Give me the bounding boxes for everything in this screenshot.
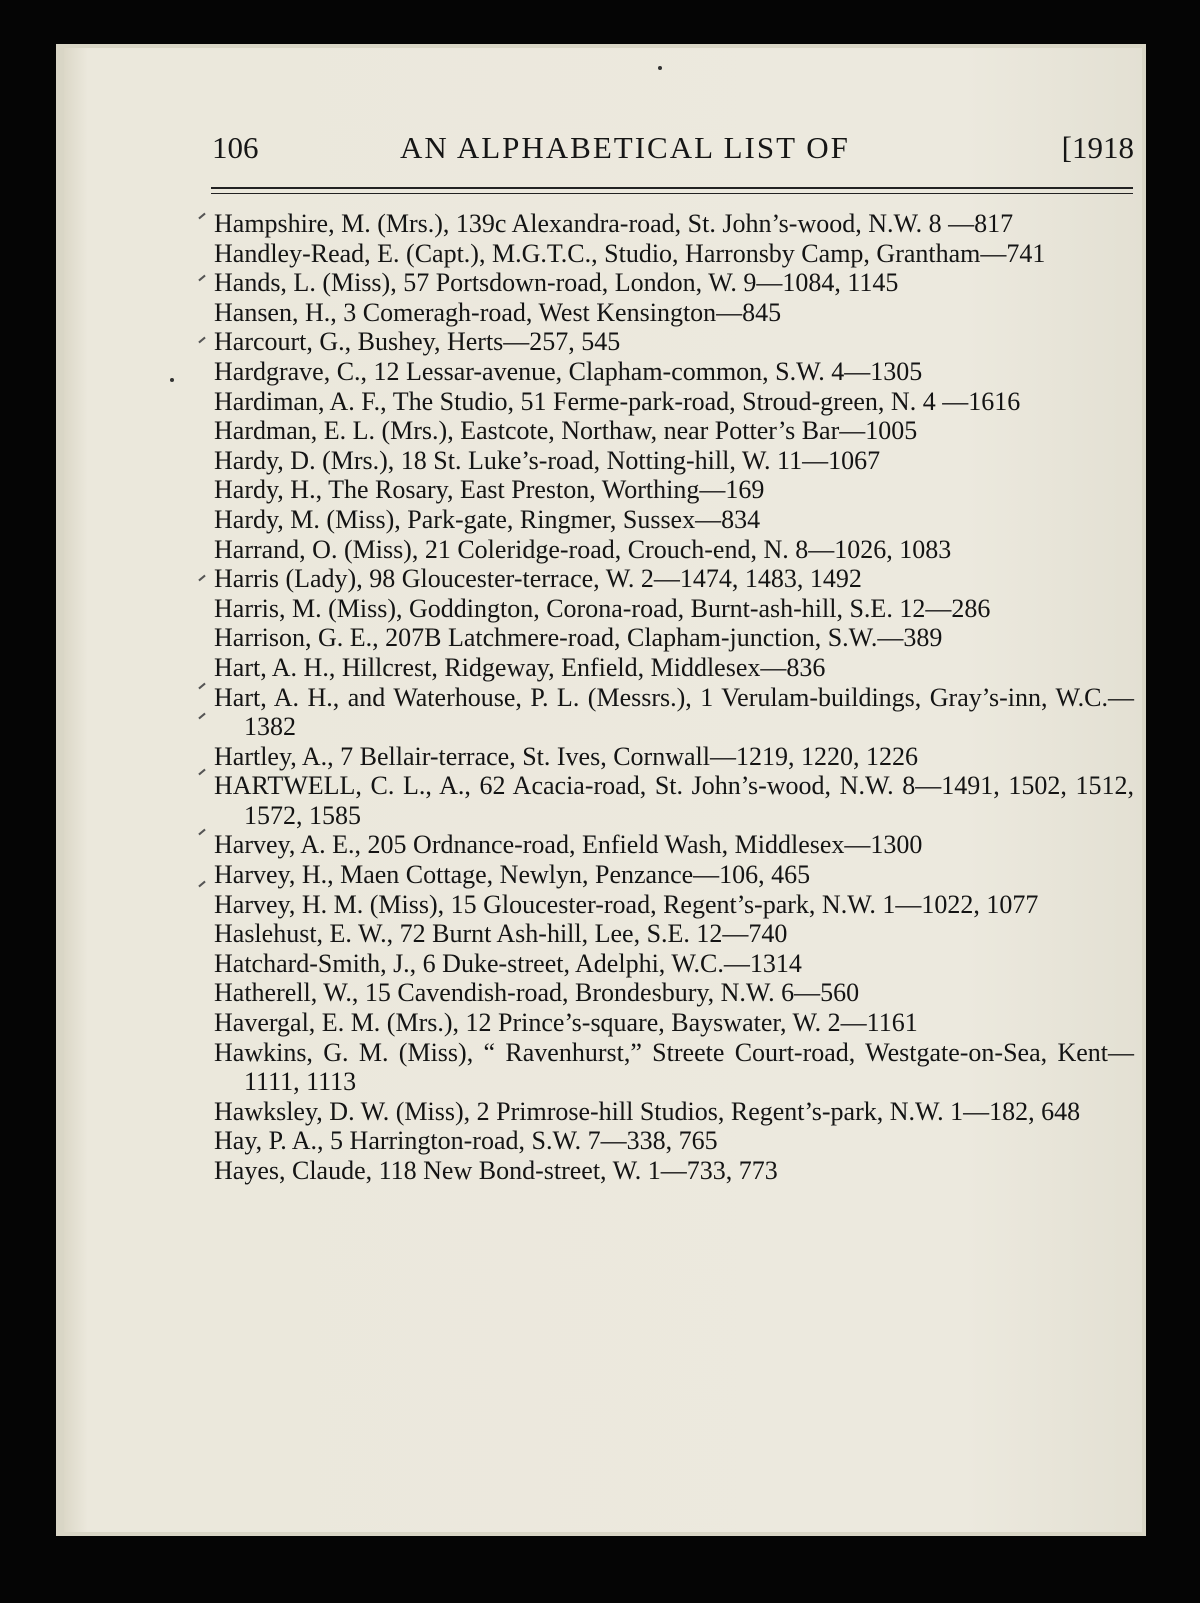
list-item: Harrand, O. (Miss), 21 Coleridge-road, Crouch-end, N. 8—1026, 1083 [214, 534, 952, 564]
margin-tick [180, 679, 210, 699]
margin-tick [180, 571, 210, 591]
header-rule [211, 187, 1133, 189]
list-item: HARTWELL, C. L., A., 62 Acacia-road, St. John’s-wood, N.W. 8—1491, 1502, 1512, 1572, 1585 [214, 771, 1134, 830]
list-item: Hay, P. A., 5 Harrington-road, S.W. 7—338, 765 [214, 1126, 718, 1156]
ink-speck [658, 66, 662, 70]
list-item: Hampshire, M. (Mrs.), 139c Alexandra-road, St. John’s-wood, N.W. 8 —817 [214, 209, 1014, 238]
list-item: Hart, A. H., and Waterhouse, P. L. (Messrs.), 1 Verulam-buildings, Gray’s-inn, W.C.—1382 [214, 682, 1134, 742]
list-item: Hardy, D. (Mrs.), 18 St. Luke’s-road, Notting-hill, W. 11—1067 [214, 445, 881, 475]
list-item: Harvey, H. M. (Miss), 15 Gloucester-road, Regent’s-park, N.W. 1—1022, 1077 [214, 889, 1039, 919]
list-item: Harcourt, G., Bushey, Herts—257, 545 [214, 327, 621, 357]
page-number: 106 [212, 130, 259, 165]
margin-tick [180, 209, 210, 229]
list-item: Hartley, A., 7 Bellair-terrace, St. Ives, Cornwall—1219, 1220, 1226 [214, 741, 918, 771]
list-item: Hardgrave, C., 12 Lessar-avenue, Clapham-common, S.W. 4—1305 [214, 356, 923, 386]
list-item: Harrison, G. E., 207B Latchmere-road, Clapham-junction, S.W.—389 [214, 623, 943, 653]
list-item: Hayes, Claude, 118 New Bond-street, W. 1—733, 773 [214, 1156, 778, 1185]
margin-tick [180, 765, 210, 785]
list-item: Harvey, A. E., 205 Ordnance-road, Enfield Wash, Middlesex—1300 [214, 830, 923, 860]
list-item: Hands, L. (Miss), 57 Portsdown-road, London, W. 9—1084, 1145 [214, 268, 899, 298]
list-item: Hansen, H., 3 Comeragh-road, West Kensington—845 [214, 297, 782, 327]
list-item: Hart, A. H., Hillcrest, Ridgeway, Enfield, Middlesex—836 [214, 652, 826, 682]
margin-tick [180, 709, 210, 729]
list-item: Havergal, E. M. (Mrs.), 12 Prince’s-square, Bayswater, W. 2—1161 [214, 1008, 918, 1038]
list-item: Hardman, E. L. (Mrs.), Eastcote, Northaw, near Potter’s Bar—1005 [214, 416, 918, 446]
header-rule-thin [211, 193, 1133, 194]
list-item: Harvey, H., Maen Cottage, Newlyn, Penzance—106, 465 [214, 860, 811, 890]
list-item: Harris, M. (Miss), Goddington, Corona-road, Burnt-ash-hill, S.E. 12—286 [214, 593, 991, 623]
list-item: Harris (Lady), 98 Gloucester-terrace, W. 2—1474, 1483, 1492 [214, 564, 862, 594]
list-item: Hardy, M. (Miss), Park-gate, Ringmer, Sussex—834 [214, 504, 761, 534]
year-label: [1918 [1061, 130, 1134, 165]
list-item: Hatherell, W., 15 Cavendish-road, Brondesbury, N.W. 6—560 [214, 978, 860, 1008]
list-item: Hatchard-Smith, J., 6 Duke-street, Adelphi, W.C.—1314 [214, 948, 802, 978]
margin-tick [180, 271, 210, 291]
list-item: Hawksley, D. W. (Miss), 2 Primrose-hill Studios, Regent’s-park, N.W. 1—182, 648 [214, 1096, 1081, 1126]
list-item: Hawkins, G. M. (Miss), “ Ravenhurst,” Streete Court-road, Westgate-on-Sea, Kent—1111, 1113 [214, 1037, 1134, 1097]
entry-list [214, 209, 1134, 1186]
margin-tick [180, 877, 210, 897]
page-header [142, 130, 1134, 174]
list-item: Hardy, H., The Rosary, East Preston, Worthing—169 [214, 475, 765, 505]
list-item: Haslehust, E. W., 72 Burnt Ash-hill, Lee, S.E. 12—740 [214, 919, 788, 949]
list-item: Hardiman, A. F., The Studio, 51 Ferme-park-road, Stroud-green, N. 4 —1616 [214, 386, 1021, 416]
margin-tick [180, 825, 210, 845]
ink-speck [170, 378, 174, 382]
running-title: AN ALPHABETICAL LIST OF [400, 130, 850, 165]
list-item: Handley-Read, E. (Capt.), M.G.T.C., Studio, Harronsby Camp, Grantham—741 [214, 238, 1046, 268]
margin-tick [180, 333, 210, 353]
